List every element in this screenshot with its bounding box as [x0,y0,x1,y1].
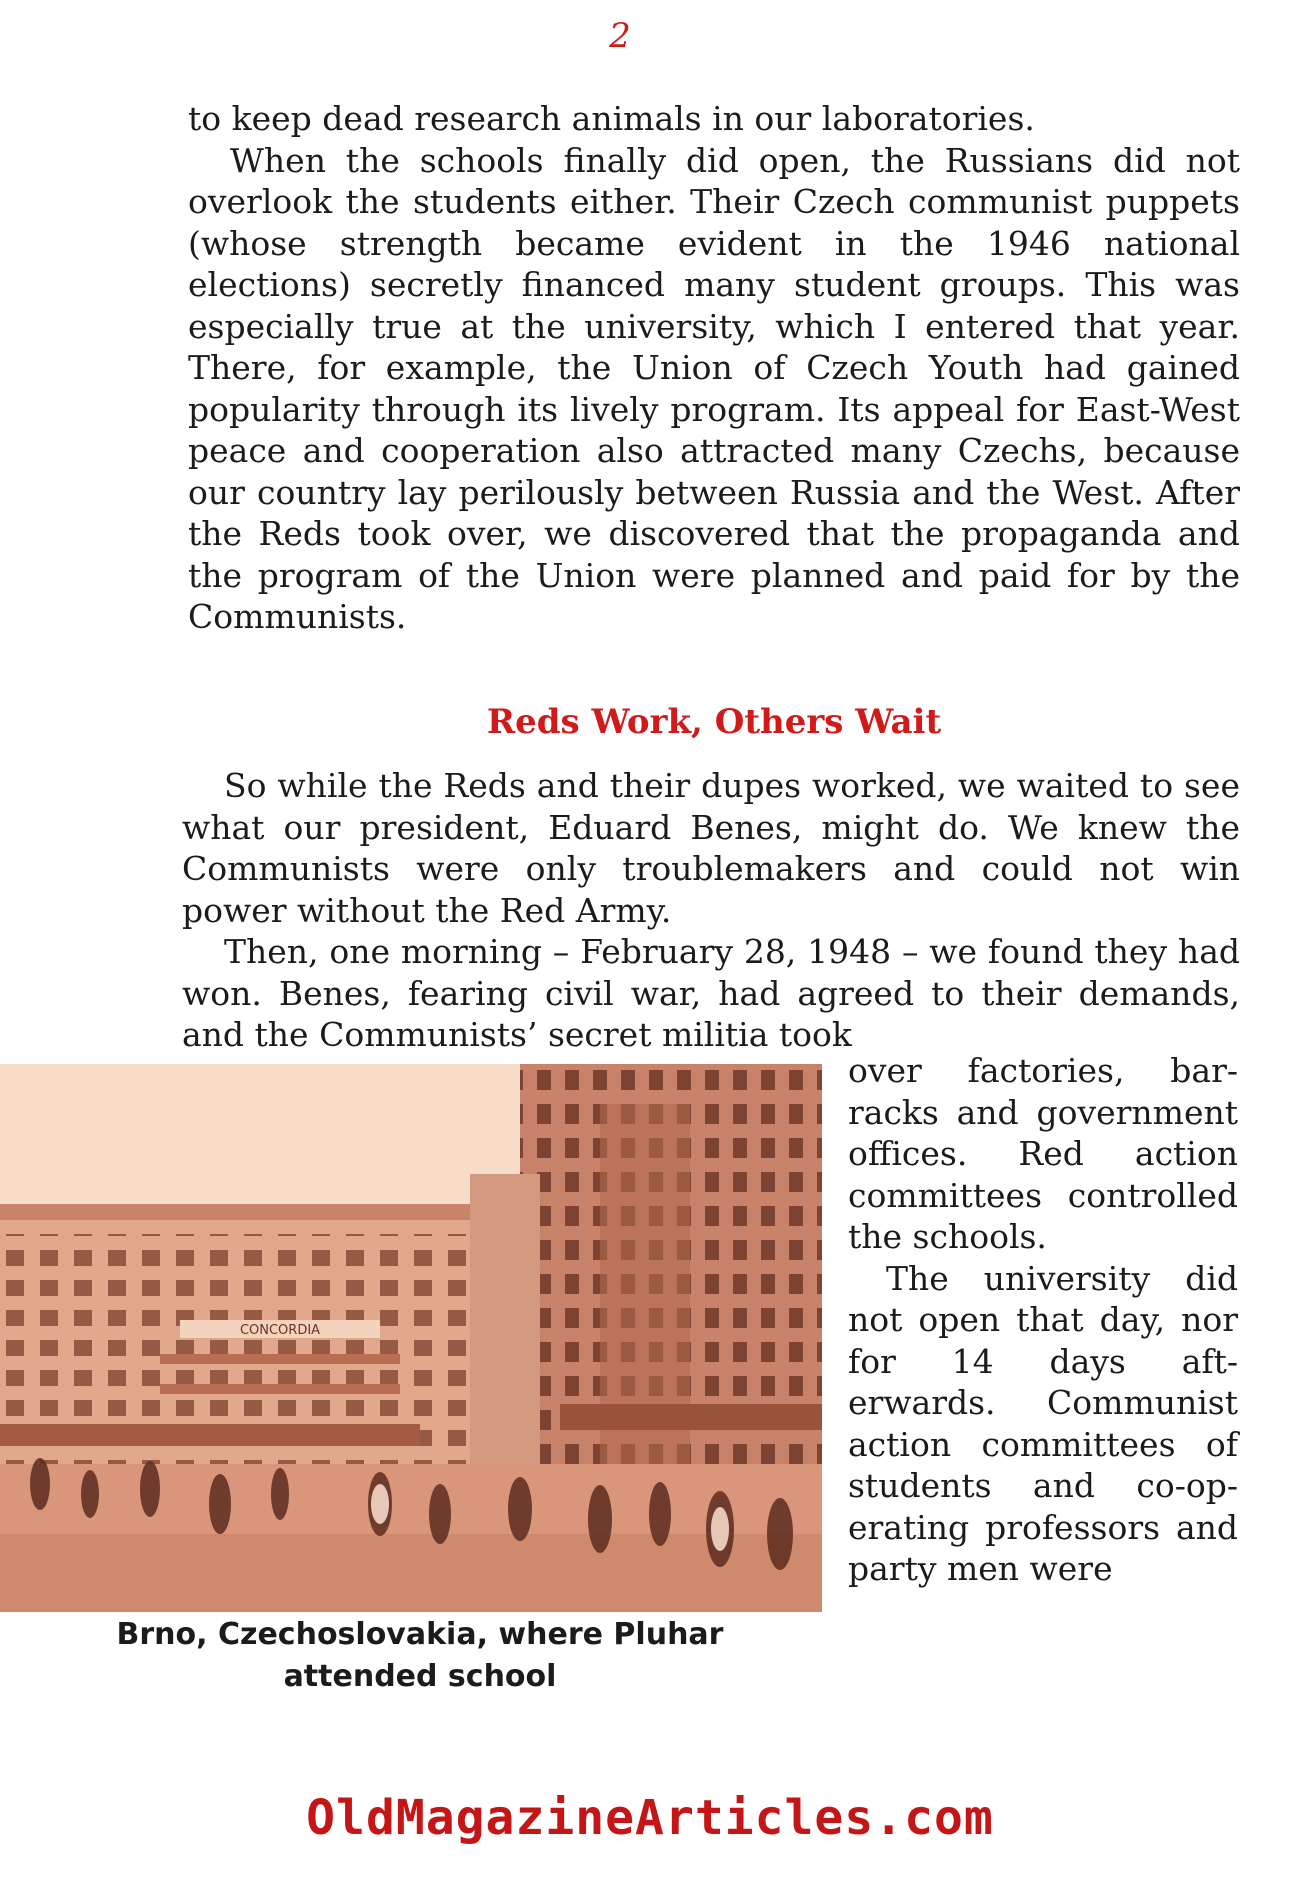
paragraph: So while the Reds and their dupes worked, we waited to see what our president, Eduard Benes, might do. We knew the Communists were only troublemakers and could not win power without the Red Army. [182,766,1240,930]
paragraph: over factories, barracks and government offices. Red action committees controlled the schools. [848,1051,1238,1256]
article-body-middle [182,765,1240,1056]
street-photo [0,1064,822,1612]
paragraph: The university did not open that day, nor for 14 days afterwards. Communist action committees of students and co-operating professors and party men were [848,1258,1238,1588]
section-heading: Reds Work, Others Wait [486,702,942,742]
paragraph: to keep dead research animals in our laboratories. [188,99,1035,138]
photo-caption: Brno, Czechoslovakia, where Pluhar attended school [116,1617,724,1694]
building-sign: CONCORDIA [239,1323,321,1338]
article-body-top [188,98,1240,638]
paragraph: Then, one morning – February 28, 1948 – we found they had won. Benes, fearing civil war, had agreed to their demands, and the Communists’ secret militia took [182,932,1240,1054]
street-scene-illustration [0,1064,822,1612]
paragraph: When the schools finally did open, the Russians did not overlook the students either. Their Czech communist puppets (whose strength became evident in the 1946 national elections) secretly financed many student groups. This was especially true at the university, which I entered that year. There, for example, the Union of Czech Youth had gained popularity through its lively program. Its appeal for East-West peace and cooperation also attracted many Czechs, because our country lay perilously between Russia and the West. After the Reds took over, we discovered that the propaganda and the program of the Union were planned and paid for by the Communists. [188,140,1240,636]
page-number: 2 [609,16,631,56]
article-body-side-column [848,1050,1238,1590]
site-watermark: OldMagazineArticles.com [306,1790,994,1846]
